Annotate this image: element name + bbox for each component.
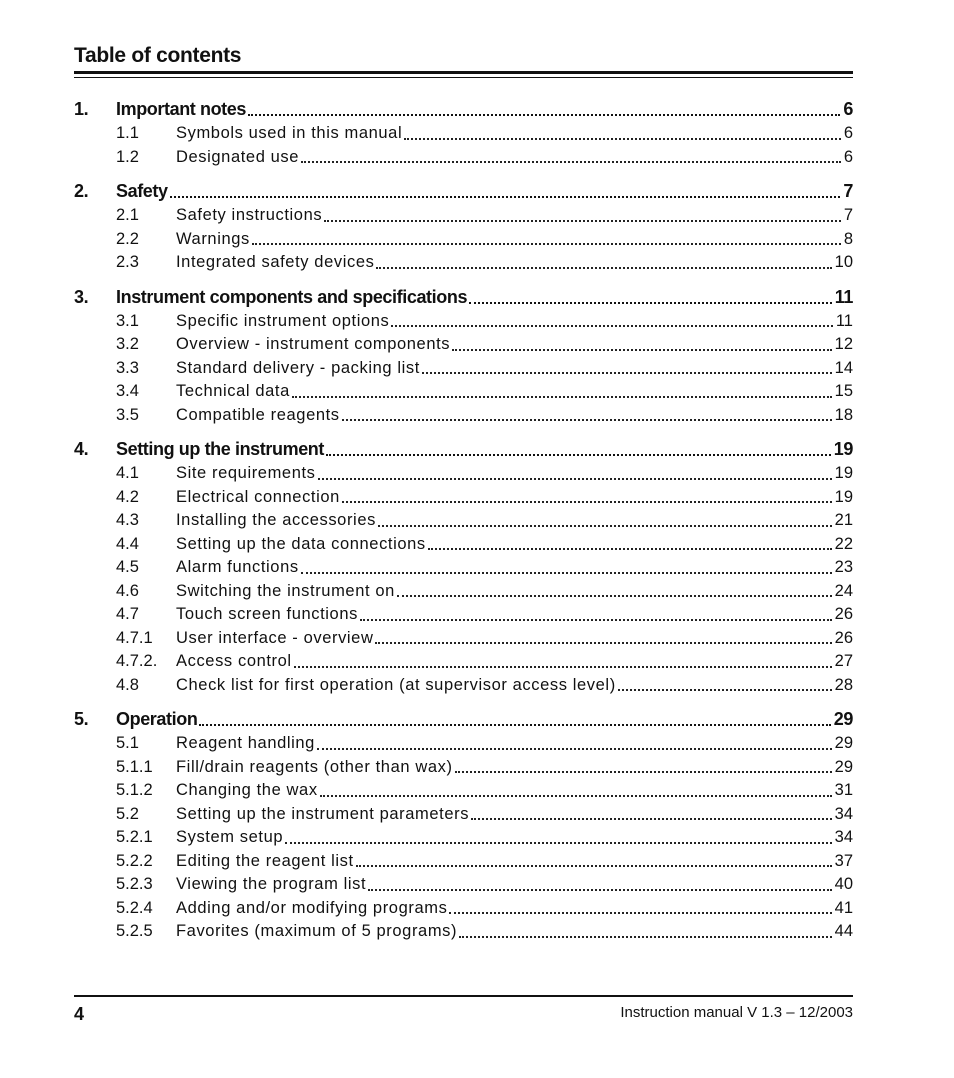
toc-chapter-entry[interactable] [74, 96, 853, 122]
entry-title: Symbols used in this manual [176, 124, 403, 142]
dot-leader [368, 888, 831, 891]
toc-section [74, 284, 853, 428]
entry-page-number: 10 [834, 253, 853, 271]
entry-number: 4.5 [116, 558, 139, 576]
entry-page-number: 6 [843, 124, 853, 142]
toc-chapter-entry[interactable] [74, 284, 853, 310]
entry-title: Favorites (maximum of 5 programs) [176, 922, 458, 940]
entry-title: Check list for first operation (at supervisor access level) [176, 675, 616, 694]
entry-page-number: 31 [834, 781, 853, 799]
toc-subentry[interactable] [74, 873, 853, 897]
entry-title: Standard delivery - packing list [176, 358, 420, 377]
toc-subentry[interactable] [74, 228, 853, 252]
entry-title: Safety instructions [176, 206, 323, 224]
entry-page-number: 24 [834, 581, 853, 600]
dot-leader [317, 747, 832, 750]
entry-page-number: 6 [843, 147, 853, 166]
dot-leader [326, 453, 831, 456]
dot-leader [378, 524, 832, 527]
entry-title: Reagent handling [176, 734, 315, 752]
entry-number: 4.1 [116, 464, 139, 482]
toc-subentry[interactable] [74, 803, 853, 827]
dot-leader [170, 195, 841, 198]
entry-title: System setup [176, 828, 284, 846]
entry-number: 1. [74, 99, 89, 119]
dot-leader [342, 418, 832, 421]
entry-page-number: 29 [834, 757, 853, 776]
dot-leader [320, 794, 832, 797]
entry-title: Alarm functions [176, 558, 299, 576]
entry-number: 4.8 [116, 675, 139, 694]
entry-page-number: 12 [834, 335, 853, 353]
toc-subentry[interactable] [74, 404, 853, 428]
entry-number: 1.2 [116, 147, 139, 166]
entry-page-number: 27 [834, 652, 853, 670]
toc-section [74, 436, 853, 697]
table-of-contents [74, 96, 853, 953]
entry-title: Integrated safety devices [176, 253, 375, 271]
entry-page-number: 15 [834, 382, 853, 400]
footer-rule [74, 995, 853, 997]
entry-number: 5.1 [116, 734, 139, 752]
entry-title: Designated use [176, 147, 300, 166]
entry-page-number: 7 [843, 181, 853, 201]
heading-rule-thick [74, 71, 853, 74]
entry-number: 2.1 [116, 206, 139, 224]
entry-number: 5.2.2 [116, 851, 153, 870]
entry-page-number: 19 [833, 439, 853, 459]
entry-number: 5.1.2 [116, 781, 153, 799]
entry-title: Switching the instrument on [176, 581, 395, 600]
entry-title: Fill/drain reagents (other than wax) [176, 757, 453, 776]
page-title: Table of contents [74, 44, 242, 67]
dot-leader [376, 266, 831, 269]
entry-page-number: 21 [834, 511, 853, 529]
dot-leader [469, 301, 832, 304]
entry-page-number: 37 [834, 851, 853, 870]
toc-subentry[interactable] [74, 310, 853, 334]
entry-title: Compatible reagents [176, 405, 340, 424]
entry-title: User interface - overview [176, 628, 374, 647]
toc-subentry[interactable] [74, 779, 853, 803]
entry-page-number: 29 [834, 734, 853, 752]
toc-subentry[interactable] [74, 650, 853, 674]
toc-subentry[interactable] [74, 897, 853, 921]
toc-subentry[interactable] [74, 380, 853, 404]
entry-page-number: 26 [834, 605, 853, 623]
dot-leader [301, 160, 841, 163]
entry-title: Touch screen functions [176, 605, 358, 623]
toc-chapter-entry[interactable] [74, 706, 853, 732]
entry-page-number: 41 [834, 898, 853, 917]
dot-leader [342, 500, 832, 503]
toc-section [74, 706, 853, 944]
toc-subentry[interactable] [74, 486, 853, 510]
entry-number: 3.1 [116, 311, 139, 330]
dot-leader [324, 219, 841, 222]
entry-title: Setting up the data connections [176, 534, 426, 553]
entry-title: Changing the wax [176, 781, 318, 799]
toc-subentry[interactable] [74, 462, 853, 486]
entry-page-number: 19 [834, 464, 853, 482]
dot-leader [471, 817, 832, 820]
entry-number: 4.7 [116, 605, 139, 623]
entry-page-number: 7 [843, 206, 853, 224]
entry-title: Operation [116, 709, 198, 729]
toc-chapter-entry[interactable] [74, 436, 853, 462]
entry-number: 4.3 [116, 511, 139, 529]
dot-leader [252, 242, 841, 245]
entry-page-number: 28 [834, 675, 853, 694]
dot-leader [292, 395, 832, 398]
dot-leader [422, 371, 832, 374]
entry-page-number: 23 [834, 558, 853, 576]
entry-number: 3.4 [116, 382, 139, 400]
dot-leader [459, 935, 832, 938]
entry-number: 4.7.1 [116, 628, 153, 647]
dot-leader [404, 137, 841, 140]
dot-leader [199, 723, 830, 726]
entry-page-number: 14 [834, 358, 853, 377]
toc-section [74, 96, 853, 169]
toc-subentry[interactable] [74, 850, 853, 874]
toc-subentry[interactable] [74, 204, 853, 228]
dot-leader [428, 547, 832, 550]
toc-subentry[interactable] [74, 357, 853, 381]
dot-leader [455, 770, 832, 773]
entry-number: 2. [74, 181, 89, 201]
entry-title: Viewing the program list [176, 875, 367, 893]
dot-leader [618, 688, 832, 691]
entry-number: 1.1 [116, 124, 139, 142]
dot-leader [301, 571, 832, 574]
footer-page-number: 4 [74, 1004, 85, 1024]
entry-number: 3.3 [116, 358, 139, 377]
entry-page-number: 11 [835, 311, 853, 330]
heading-rule-thin [74, 77, 853, 78]
dot-leader [375, 641, 831, 644]
entry-page-number: 22 [834, 534, 853, 553]
entry-number: 5.2.5 [116, 922, 153, 940]
entry-page-number: 44 [834, 922, 853, 940]
entry-title: Specific instrument options [176, 311, 390, 330]
toc-subentry[interactable] [74, 732, 853, 756]
entry-title: Instrument components and specifications [116, 286, 468, 307]
entry-number: 2.2 [116, 229, 139, 248]
entry-number: 4.6 [116, 581, 139, 600]
toc-subentry[interactable] [74, 251, 853, 275]
entry-title: Electrical connection [176, 487, 340, 506]
entry-page-number: 34 [834, 828, 853, 846]
dot-leader [360, 618, 832, 621]
entry-page-number: 29 [833, 709, 853, 729]
dot-leader [356, 864, 832, 867]
toc-subentry[interactable] [74, 146, 853, 170]
entry-page-number: 19 [834, 487, 853, 506]
entry-title: Important notes [116, 99, 247, 119]
toc-subentry[interactable] [74, 756, 853, 780]
toc-subentry[interactable] [74, 580, 853, 604]
entry-page-number: 8 [843, 229, 853, 248]
entry-title: Setting up the instrument [116, 439, 324, 459]
entry-number: 5.1.1 [116, 757, 153, 776]
toc-subentry[interactable] [74, 603, 853, 627]
toc-subentry[interactable] [74, 122, 853, 146]
entry-number: 2.3 [116, 253, 139, 271]
entry-number: 4.2 [116, 487, 139, 506]
entry-page-number: 26 [834, 628, 853, 647]
entry-page-number: 6 [843, 99, 853, 119]
entry-title: Setting up the instrument parameters [176, 804, 470, 823]
toc-subentry[interactable] [74, 627, 853, 651]
dot-leader [397, 594, 832, 597]
entry-number: 3.2 [116, 335, 139, 353]
toc-chapter-entry[interactable] [74, 178, 853, 204]
entry-number: 4. [74, 439, 89, 459]
entry-title: Editing the reagent list [176, 851, 354, 870]
entry-number: 5.2 [116, 804, 139, 823]
entry-number: 4.7.2. [116, 652, 158, 670]
dot-leader [318, 477, 832, 480]
entry-number: 5.2.3 [116, 875, 153, 893]
dot-leader [248, 113, 840, 116]
entry-title: Adding and/or modifying programs [176, 898, 448, 917]
entry-title: Overview - instrument components [176, 335, 451, 353]
toc-subentry[interactable] [74, 826, 853, 850]
entry-number: 5. [74, 709, 89, 729]
footer-document-info: Instruction manual V 1.3 – 12/2003 [620, 1004, 853, 1021]
toc-subentry[interactable] [74, 556, 853, 580]
dot-leader [294, 665, 832, 668]
entry-title: Technical data [176, 382, 290, 400]
entry-title: Access control [176, 652, 292, 670]
entry-page-number: 18 [834, 405, 853, 424]
entry-number: 3. [74, 286, 89, 307]
toc-subentry[interactable] [74, 674, 853, 698]
toc-subentry[interactable] [74, 333, 853, 357]
entry-number: 5.2.4 [116, 898, 153, 917]
entry-page-number: 11 [834, 286, 853, 307]
toc-subentry[interactable] [74, 509, 853, 533]
entry-title: Safety [116, 181, 168, 201]
entry-number: 4.4 [116, 534, 139, 553]
entry-number: 3.5 [116, 405, 139, 424]
toc-subentry[interactable] [74, 920, 853, 944]
toc-subentry[interactable] [74, 533, 853, 557]
entry-number: 5.2.1 [116, 828, 153, 846]
entry-page-number: 34 [834, 804, 853, 823]
dot-leader [391, 324, 832, 327]
entry-title: Installing the accessories [176, 511, 376, 529]
dot-leader [285, 841, 831, 844]
entry-title: Warnings [176, 229, 250, 248]
entry-title: Site requirements [176, 464, 316, 482]
dot-leader [449, 911, 831, 914]
dot-leader [452, 348, 832, 351]
entry-page-number: 40 [834, 875, 853, 893]
toc-section [74, 178, 853, 275]
